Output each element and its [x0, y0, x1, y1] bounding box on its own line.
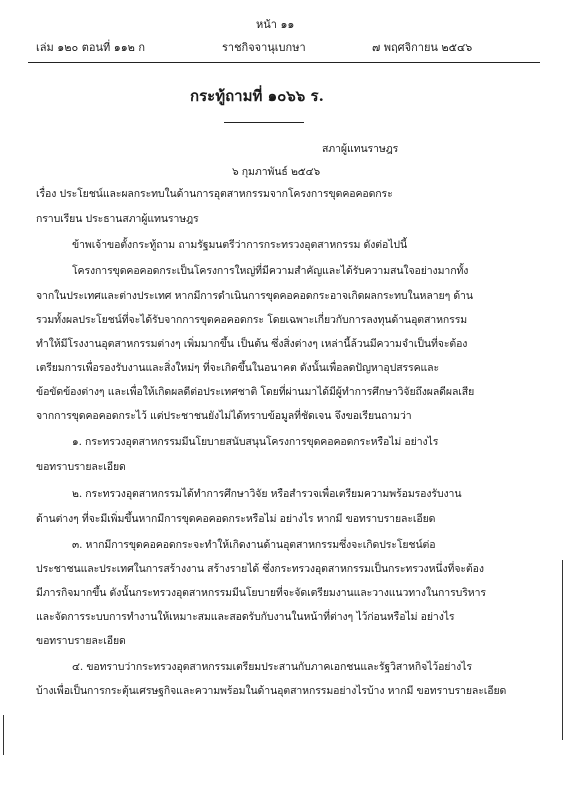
scan-edge-left	[3, 715, 4, 755]
intro-line: จากการขุดคอคอดกระไว้ แต่ประชาชนยังไม่ได้ทราบข้อมูลที่ชัดเจน จึงขอเรียนถามว่า	[36, 410, 412, 422]
scan-edge-right	[562, 560, 563, 740]
title-underline	[224, 122, 304, 123]
intro-line: โครงการขุดคอคอดกระเป็นโครงการใหญ่ที่มีความสำคัญและได้รับความสนใจอย่างมากทั้ง	[72, 265, 469, 277]
question-1-line: ๑. กระทรวงอุตสาหกรรมมีนโยบายสนับสนุนโครงการขุดคอคอดกระหรือไม่ อย่างไร	[72, 436, 439, 448]
question-3-line: ๓. หากมีการขุดคอคอดกระจะทำให้เกิดงานด้านอุตสาหกรรมซึ่งจะเกิดประโยชน์ต่อ	[72, 539, 436, 551]
question-2-line: ด้านต่างๆ ที่จะมีเพิ่มขึ้นหากมีการขุดคอคอดกระหรือไม่ อย่างไร หากมี ขอทราบรายละเอียด	[36, 513, 436, 525]
sent-date: ๖ กุมภาพันธ์ ๒๕๔๖	[232, 166, 321, 178]
intro-line: จากในประเทศและต่างประเทศ หากมีการดำเนินการขุดคอคอดกระอาจเกิดผลกระทบในหลายๆ ด้าน	[36, 290, 473, 302]
header-rule	[28, 62, 540, 63]
intro-line: ข้อขัดข้องต่างๆ และเพื่อให้เกิดผลดีต่อประเทศชาติ โดยที่ผ่านมาได้มีผู้ทำการศึกษาวิจัยถึงผลดีผลเสีย	[36, 386, 475, 398]
question-2-line: ๒. กระทรวงอุตสาหกรรมได้ทำการศึกษาวิจัย หรือสำรวจเพื่อเตรียมความพร้อมรองรับงาน	[72, 488, 462, 500]
volume-info: เล่ม ๑๒๐ ตอนที่ ๑๑๒ ก	[36, 41, 146, 54]
gazette-date: ๗ พฤศจิกายน ๒๕๔๖	[372, 41, 473, 54]
page-number: หน้า ๑๑	[256, 18, 295, 31]
question-3-line: มีภารกิจมากขึ้น ดังนั้นกระทรวงอุตสาหกรรมมีนโยบายที่จะจัดเตรียมงานและวางแนวทางในการบริหาร	[36, 587, 486, 599]
question-3-line: และจัดการระบบการทำงานให้เหมาะสมและสอดรับกับงานในหน้าที่ต่างๆ ไว้ก่อนหรือไม่ อย่างไร	[36, 611, 455, 623]
question-1-line: ขอทราบรายละเอียด	[36, 461, 126, 473]
intro-line: ทำให้มีโรงงานอุตสาหกรรมต่างๆ เพิ่มมากขึ้น เป็นต้น ซึ่งสิ่งต่างๆ เหล่านี้ล้วนมีความจำเป็นที่จะต้อง	[36, 338, 468, 350]
question-4-line: ๔. ขอทราบว่ากระทรวงอุตสาหกรรมเตรียมประสานกับภาคเอกชนและรัฐวิสาหกิจไว้อย่างไร	[72, 661, 472, 673]
question-3-line: ขอทราบรายละเอียด	[36, 635, 126, 647]
intro-line: เตรียมการเพื่อรองรับงานและสิ่งใหม่ๆ ที่จะเกิดขึ้นในอนาคต ดังนั้นเพื่อลดปัญหาอุปสรรคและ	[36, 362, 440, 374]
sender: สภาผู้แทนราษฎร	[322, 143, 399, 155]
opening-line: ข้าพเจ้าขอตั้งกระทู้ถาม ถามรัฐมนตรีว่าการกระทรวงอุตสาหกรรม ดังต่อไปนี้	[72, 239, 408, 251]
intro-line: รวมทั้งผลประโยชน์ที่จะได้รับจากการขุดคอคอดกระ โดยเฉพาะเกี่ยวกับการลงทุนด้านอุตสาหกรรม	[36, 314, 468, 326]
page-title: กระทู้ถามที่ ๑๐๖๖ ร.	[190, 87, 324, 105]
question-3-line: ประชาชนและประเทศในการสร้างงาน สร้างรายได้ ซึ่งกระทรวงอุตสาหกรรมเป็นกระทรวงหนึ่งที่จะต้อง	[36, 563, 484, 575]
addressee-line: กราบเรียน ประธานสภาผู้แทนราษฎร	[36, 213, 199, 225]
question-4-line: บ้างเพื่อเป็นการกระตุ้นเศรษฐกิจและความพร้อมในด้านอุตสาหกรรมอย่างไรบ้าง หากมี ขอทราบรายละเอียด	[36, 685, 507, 697]
gazette-name: ราชกิจจานุเบกษา	[222, 41, 306, 54]
subject-line: เรื่อง ประโยชน์และผลกระทบในด้านการอุตสาหกรรมจากโครงการขุดคอคอดกระ	[36, 188, 393, 200]
